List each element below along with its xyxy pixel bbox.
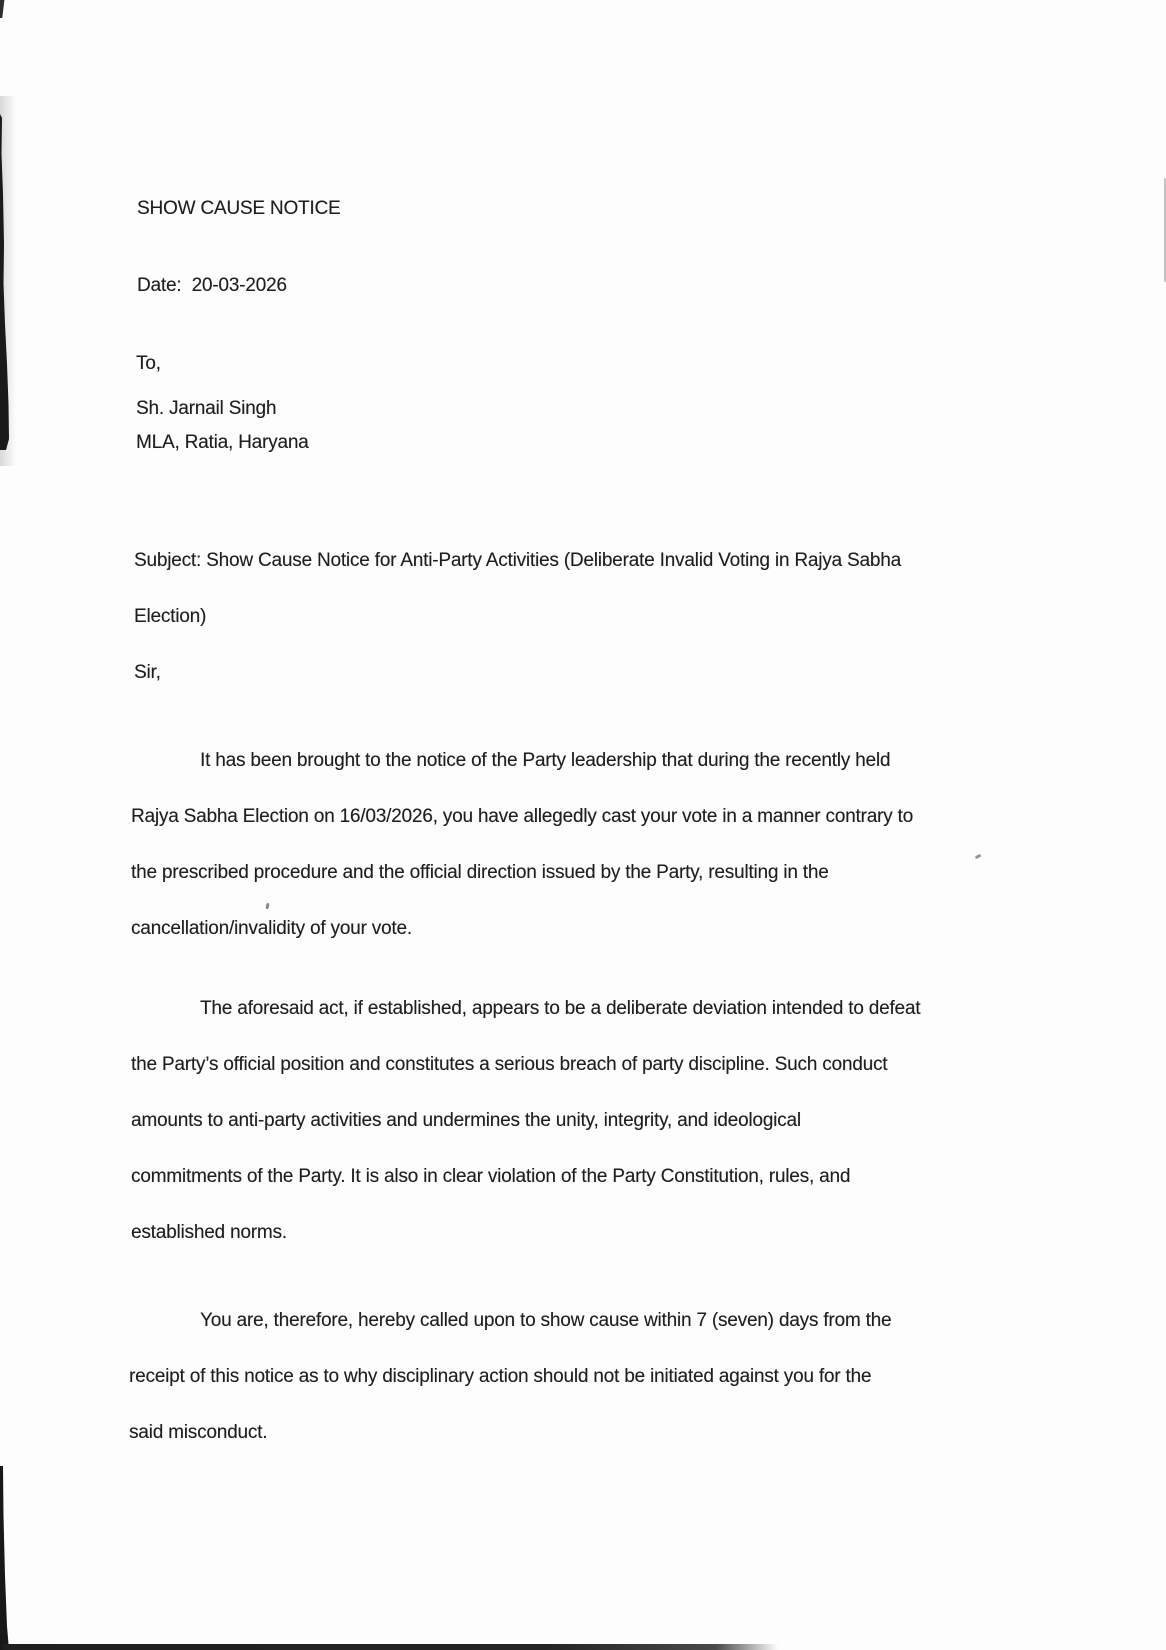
para1-line4: cancellation/invalidity of your vote.: [131, 918, 412, 939]
letter-heading: SHOW CAUSE NOTICE: [137, 198, 341, 219]
scan-artifact-bottom-edge-strip: [3, 1644, 778, 1650]
scan-artifact-left-shading: [0, 96, 16, 466]
recipient-designation: MLA, Ratia, Haryana: [136, 432, 309, 453]
scan-artifact-left-streak: [0, 114, 10, 450]
para2-line2: the Party’s official position and constitutes a serious breach of party discipline. Such conduct: [131, 1054, 888, 1075]
scan-artifact-speck: [265, 903, 269, 909]
para1-line1: It has been brought to the notice of the Party leadership that during the recently held: [200, 750, 891, 771]
para2-line3: amounts to anti-party activities and undermines the unity, integrity, and ideological: [131, 1110, 801, 1131]
para3-line2: receipt of this notice as to why disciplinary action should not be initiated against you for the: [129, 1366, 872, 1387]
subject-line-1: Subject: Show Cause Notice for Anti-Party Activities (Deliberate Invalid Voting in Rajya Sabha: [134, 550, 901, 571]
salutation: Sir,: [134, 662, 161, 683]
para3-line3: said misconduct.: [129, 1422, 268, 1443]
scan-artifact-speck: [975, 854, 981, 859]
scan-artifact-bottom-left-line: [0, 1466, 10, 1650]
subject-line-2: Election): [134, 606, 207, 627]
para2-line1: The aforesaid act, if established, appears to be a deliberate deviation intended to defeat: [200, 998, 921, 1019]
para2-line5: established norms.: [131, 1222, 287, 1243]
to-label: To,: [136, 353, 161, 374]
para2-line4: commitments of the Party. It is also in clear violation of the Party Constitution, rules, and: [131, 1166, 851, 1187]
para1-line3: the prescribed procedure and the official direction issued by the Party, resulting in the: [131, 862, 829, 883]
date-line: Date: 20-03-2026: [137, 275, 287, 296]
scan-artifact-top-left-corner: [0, 0, 8, 18]
para1-line2: Rajya Sabha Election on 16/03/2026, you have allegedly cast your vote in a manner contrary to: [131, 806, 914, 827]
para3-line1: You are, therefore, hereby called upon to show cause within 7 (seven) days from the: [200, 1310, 892, 1331]
recipient-name: Sh. Jarnail Singh: [136, 398, 277, 419]
